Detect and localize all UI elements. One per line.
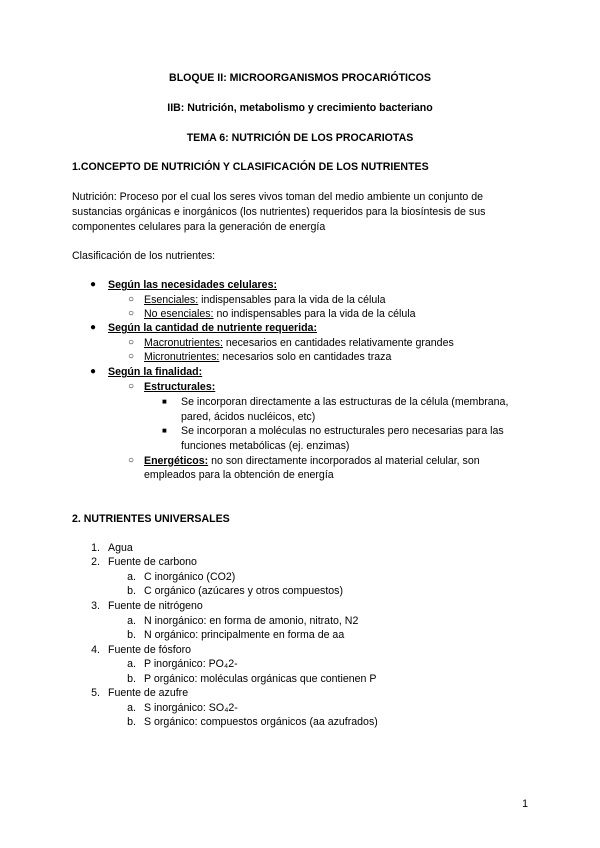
sub-letter: a. (127, 658, 136, 670)
list-number: 1. (91, 542, 100, 554)
sub-letter: b. (127, 673, 136, 685)
nutrient-label: Fuente de fósforo (108, 644, 192, 656)
section2-heading: 2. NUTRIENTES UNIVERSALES (72, 513, 230, 525)
bullet-square-icon: ■ (162, 397, 167, 406)
sub-letter: a. (127, 571, 136, 583)
structural-point-line: funciones metabólicas (ej. enzimas) (181, 440, 350, 452)
list-item (144, 350, 391, 364)
sub-item: N inorgánico: en forma de amonio, nitrato, N2 (144, 615, 359, 627)
group-title: Según las necesidades celulares: (108, 279, 277, 291)
definition-line: Nutrición: Proceso por el cual los seres vivos toman del medio ambiente un conjunto de (72, 191, 484, 203)
bullet-circle-icon: ○ (128, 381, 135, 392)
list-item (144, 293, 385, 307)
list-number: 3. (91, 600, 100, 612)
bullet-square-icon: ■ (162, 426, 167, 435)
structural-point-line: pared, ácidos nucléicos, etc) (181, 411, 316, 423)
page-number: 1 (522, 798, 528, 810)
section1-heading: 1.CONCEPTO DE NUTRICIÓN Y CLASIFICACIÓN DE LOS NUTRIENTES (72, 161, 429, 173)
item-term: Macronutrientes: (144, 337, 223, 349)
bullet-circle-icon: ○ (128, 308, 135, 319)
item-desc: necesarios solo en cantidades traza (219, 351, 392, 363)
nutrient-label: Agua (108, 542, 133, 554)
item-term: Esenciales: (144, 294, 199, 306)
energetic-item (144, 454, 480, 468)
nutrient-label: Fuente de nitrógeno (108, 600, 203, 612)
energetic-term: Energéticos: (144, 455, 209, 467)
sub-item: S inorgánico: SO₄2- (144, 702, 238, 714)
list-item (144, 307, 416, 321)
list-number: 4. (91, 644, 100, 656)
item-term: No esenciales: (144, 308, 214, 320)
sub-item: P inorgánico: PO₄2- (144, 658, 238, 670)
bullet-dot-icon: ● (90, 322, 97, 333)
sub-letter: a. (127, 702, 136, 714)
sub-letter: b. (127, 629, 136, 641)
nutrient-label: Fuente de azufre (108, 687, 189, 699)
sub-item: N orgánico: principalmente en forma de aa (144, 629, 345, 641)
sub-item: S orgánico: compuestos orgánicos (aa azufrados) (144, 716, 378, 728)
definition-line: componentes celulares para la generación de energía (72, 221, 326, 233)
item-desc: indispensables para la vida de la célula (198, 294, 386, 306)
bullet-circle-icon: ○ (128, 294, 135, 305)
structural-term: Estructurales: (144, 381, 216, 393)
item-desc: no indispensables para la vida de la célula (213, 308, 416, 320)
topic-title: TEMA 6: NUTRICIÓN DE LOS PROCARIOTAS (186, 132, 414, 144)
block-title: BLOQUE II: MICROORGANISMOS PROCARIÓTICOS (169, 72, 431, 84)
sub-item: C orgánico (azúcares y otros compuestos) (144, 585, 344, 597)
structural-point-line: Se incorporan directamente a las estructuras de la célula (membrana, (181, 396, 509, 408)
sub-item: P orgánico: moléculas orgánicas que contienen P (144, 673, 377, 685)
list-item (144, 336, 454, 350)
sub-item: C inorgánico (CO2) (144, 571, 236, 583)
subblock-title: IIB: Nutrición, metabolismo y crecimiento bacteriano (167, 102, 433, 114)
energetic-desc-line: empleados para la obtención de energía (144, 469, 334, 481)
bullet-circle-icon: ○ (128, 455, 135, 466)
list-number: 5. (91, 687, 100, 699)
item-desc: necesarios en cantidades relativamente grandes (222, 337, 454, 349)
bullet-circle-icon: ○ (128, 337, 135, 348)
nutrient-label: Fuente de carbono (108, 556, 197, 568)
sub-letter: b. (127, 585, 136, 597)
bullet-dot-icon: ● (90, 279, 97, 290)
structural-point-line: Se incorporan a moléculas no estructurales pero necesarias para las (181, 425, 504, 437)
item-term: Micronutrientes: (144, 351, 220, 363)
bullet-circle-icon: ○ (128, 351, 135, 362)
energetic-desc: no son directamente incorporados al material celular, son (208, 455, 480, 467)
definition-line: sustancias orgánicas e inorgánicos (los nutrientes) requeridos para la biosíntesis de sus (72, 206, 486, 218)
group-title: Según la finalidad: (108, 366, 203, 378)
bullet-dot-icon: ● (90, 366, 97, 377)
list-number: 2. (91, 556, 100, 568)
group-title: Según la cantidad de nutriente requerida: (108, 322, 317, 334)
sub-letter: a. (127, 615, 136, 627)
classification-label: Clasificación de los nutrientes: (72, 250, 216, 262)
sub-letter: b. (127, 716, 136, 728)
